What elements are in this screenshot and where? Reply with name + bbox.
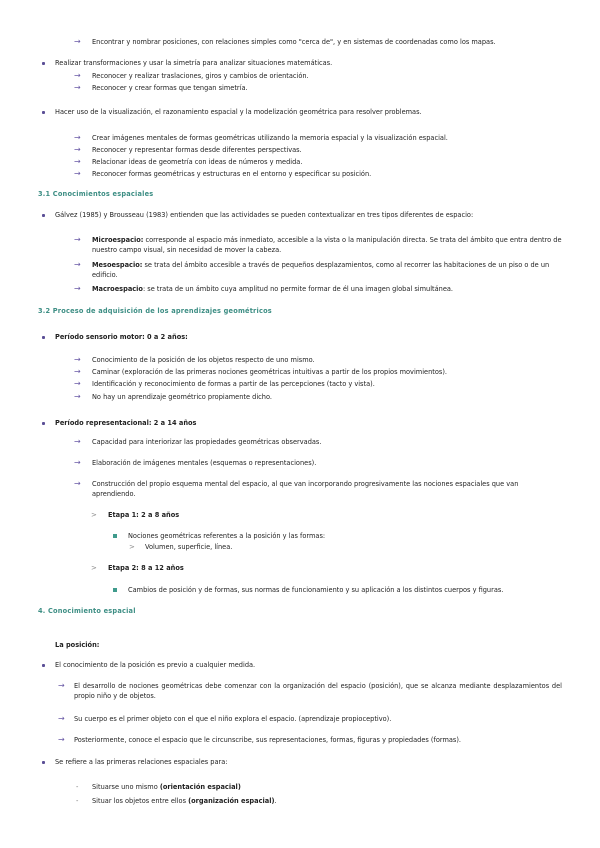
arrow-icon: → [74,157,81,166]
text-line: Encontrar y nombrar posiciones, con relaciones simples como "cerca de", y en sistemas de coordenadas como los mapas. [92,38,496,46]
arrow-icon: → [58,681,65,690]
text-line: No hay un aprendizaje geométrico propiamente dicho. [92,393,272,401]
section-heading: 3.1 Conocimientos espaciales [38,190,154,198]
arrow-icon: → [74,260,81,269]
dash-bullet: - [76,797,79,805]
arrow-icon: → [74,392,81,401]
chevron-right-icon: > [129,543,135,551]
arrow-icon: → [74,133,81,142]
text-line: Se refiere a las primeras relaciones espaciales para: [55,758,228,766]
text-line: Capacidad para interiorizar las propiedades geométricas observadas. [92,438,322,446]
arrow-icon: → [74,71,81,80]
microespacio-item [92,235,567,255]
section-heading: 4. Conocimiento espacial [38,607,136,615]
text-line: Construcción del propio esquema mental del espacio, al que van incorporando progresivamente las nociones espaciales que van aprendiendo. [92,480,519,498]
text-line: Realizar transformaciones y usar la simetría para analizar situaciones matemáticas. [55,59,333,67]
emphasis: (orientación espacial) [159,783,241,791]
bullet-icon [42,422,45,425]
text-line: Elaboración de imágenes mentales (esquemas o representaciones). [92,459,317,467]
bullet-icon [42,336,45,339]
square-bullet-icon [113,534,117,538]
text-line [92,796,277,806]
definition: : se trata de un ámbito cuya amplitud no permite formar de él una imagen global simultánea. [142,285,454,293]
stage-heading: Etapa 1: 2 a 8 años [108,511,180,519]
mesoespacio-item [92,260,567,280]
definition: se trata del ámbito accesible a través de pequeños desplazamientos, como al recorrer las habitaciones de un piso o de un edificio. [92,261,550,279]
text-line: Hacer uso de la visualización, el razonamiento espacial y la modelización geométrica para resolver problemas. [55,108,422,116]
text-line: Reconocer y crear formas que tengan simetría. [92,84,248,92]
arrow-icon: → [74,437,81,446]
section-heading: 3.2 Proceso de adquisición de los aprendizajes geométricos [38,307,272,315]
bullet-icon [42,214,45,217]
text-line: Reconocer y representar formas desde diferentes perspectivas. [92,146,302,154]
text-line: Identificación y reconocimiento de formas a partir de las percepciones (tacto y vista). [92,380,375,388]
arrow-icon: → [74,479,81,488]
arrow-icon: → [58,714,65,723]
arrow-icon: → [74,458,81,467]
text-line: Cambios de posición y de formas, sus normas de funcionamiento y su aplicación a los distintos cuerpos y figuras. [128,586,504,594]
arrow-icon: → [74,235,81,244]
arrow-icon: → [74,37,81,46]
arrow-icon: → [74,379,81,388]
text: Situarse uno mismo [92,783,160,791]
arrow-icon: → [74,83,81,92]
text-line: Relacionar ideas de geometría con ideas de números y medida. [92,158,303,166]
period-heading: Período representacional: 2 a 14 años [55,419,197,427]
bullet-icon [42,761,45,764]
stage-heading: Etapa 2: 8 a 12 años [108,564,184,572]
subheading: La posición: [55,641,100,649]
text-line [92,782,241,792]
bullet-icon [42,664,45,667]
text-line: Caminar (exploración de las primeras nociones geométricas intuitivas a partir de los propios movimientos). [92,368,448,376]
dash-bullet: - [76,783,79,791]
term: Mesoespacio: [92,261,143,269]
text-line: Gálvez (1985) y Brousseau (1983) entienden que las actividades se pueden contextualizar en tres tipos diferentes de espacio: [55,211,474,219]
text-line: Reconocer y realizar traslaciones, giros y cambios de orientación. [92,72,309,80]
macroespacio-item [92,284,453,294]
period-heading: Período sensorio motor: 0 a 2 años: [55,333,188,341]
text-line: Posteriormente, conoce el espacio que le circunscribe, sus representaciones, formas, figuras y propiedades (formas). [74,736,462,744]
arrow-icon: → [58,735,65,744]
text-line: Conocimiento de la posición de los objetos respecto de uno mismo. [92,356,315,364]
square-bullet-icon [113,588,117,592]
chevron-right-icon: > [91,564,97,572]
text-line: Volumen, superficie, línea. [145,543,233,551]
arrow-icon: → [74,169,81,178]
definition: corresponde al espacio más inmediato, accesible a la vista o la manipulación directa. Se trata del ámbito que entra dentro de nuestro campo visual, sin necesidad de mover la cabeza. [92,236,562,254]
text-line: El conocimiento de la posición es previo a cualquier medida. [55,661,256,669]
bullet-icon [42,62,45,65]
arrow-icon: → [74,367,81,376]
chevron-right-icon: > [91,511,97,519]
emphasis: (organización espacial) [188,797,275,805]
text: Situar los objetos entre ellos [92,797,189,805]
arrow-icon: → [74,284,81,293]
text-line: Su cuerpo es el primer objeto con el que el niño explora el espacio. (aprendizaje propioceptivo). [74,715,392,723]
arrow-icon: → [74,355,81,364]
term: Macroespacio [92,285,143,293]
bullet-icon [42,111,45,114]
text-line: Reconocer formas geométricas y estructuras en el entorno y especificar su posición. [92,170,372,178]
text-line: El desarrollo de nociones geométricas debe comenzar con la organización del espacio (posición), que se alcanza mediante desplazamientos del propio niño y de objetos. [74,682,562,700]
term: Microespacio: [92,236,144,244]
text-line: Nociones geométricas referentes a la posición y las formas: [128,532,326,540]
text-line: Crear imágenes mentales de formas geométricas utilizando la memoria espacial y la visualización espacial. [92,134,448,142]
arrow-icon: → [74,145,81,154]
text: . [274,797,277,805]
